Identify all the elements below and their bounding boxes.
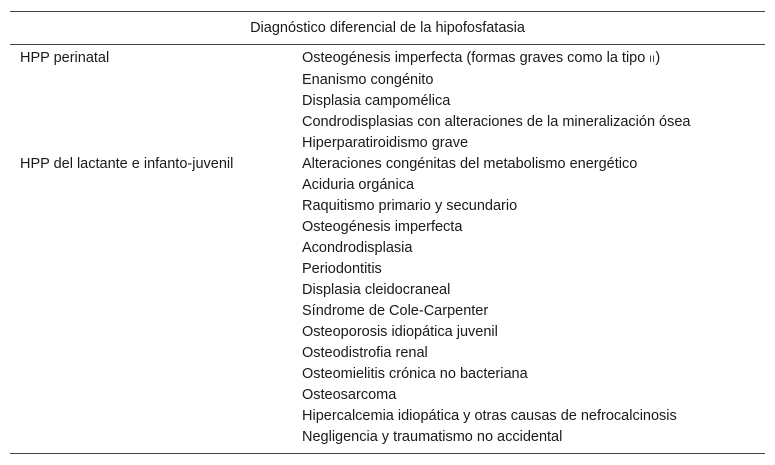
list-item: Osteoporosis idiopática juvenil — [302, 324, 498, 340]
list-item: Periodontitis — [302, 261, 382, 277]
list-item: Hiperparatiroidismo grave — [302, 135, 469, 151]
table-body — [10, 45, 765, 454]
row-items — [302, 154, 765, 448]
list-item: Displasia cleidocraneal — [302, 282, 451, 298]
list-item: Hipercalcemia idiopática y otras causas de nefrocalcinosis — [302, 408, 677, 424]
list-item: Aciduria orgánica — [302, 177, 415, 193]
table-header: Diagnóstico diferencial de la hipofosfatasia — [10, 11, 765, 45]
list-item: Raquitismo primario y secundario — [302, 198, 518, 214]
list-item: Síndrome de Cole-Carpenter — [302, 303, 489, 319]
list-item: Negligencia y traumatismo no accidental — [302, 429, 563, 445]
roman-numeral: II — [649, 54, 656, 64]
differential-diagnosis-table — [10, 11, 765, 454]
row-label: HPP del lactante e infanto-juvenil — [20, 156, 234, 172]
list-item: Osteodistrofia renal — [302, 345, 428, 361]
list-item: Alteraciones congénitas del metabolismo energético — [302, 156, 638, 172]
list-item: Condrodisplasias con alteraciones de la mineralización ósea — [302, 114, 691, 130]
list-item: Osteosarcoma — [302, 387, 397, 403]
table-row-infant-juvenile — [10, 154, 765, 448]
list-item: Enanismo congénito — [302, 72, 434, 88]
list-item: Acondrodisplasia — [302, 240, 413, 256]
row-items — [302, 48, 765, 154]
table-row-perinatal — [10, 48, 765, 154]
list-item: Osteomielitis crónica no bacteriana — [302, 366, 528, 382]
list-item: Osteogénesis imperfecta (formas graves como la tipo II) — [302, 50, 661, 66]
list-item: Displasia campomélica — [302, 93, 451, 109]
list-item: Osteogénesis imperfecta — [302, 219, 463, 235]
row-label: HPP perinatal — [20, 50, 110, 66]
